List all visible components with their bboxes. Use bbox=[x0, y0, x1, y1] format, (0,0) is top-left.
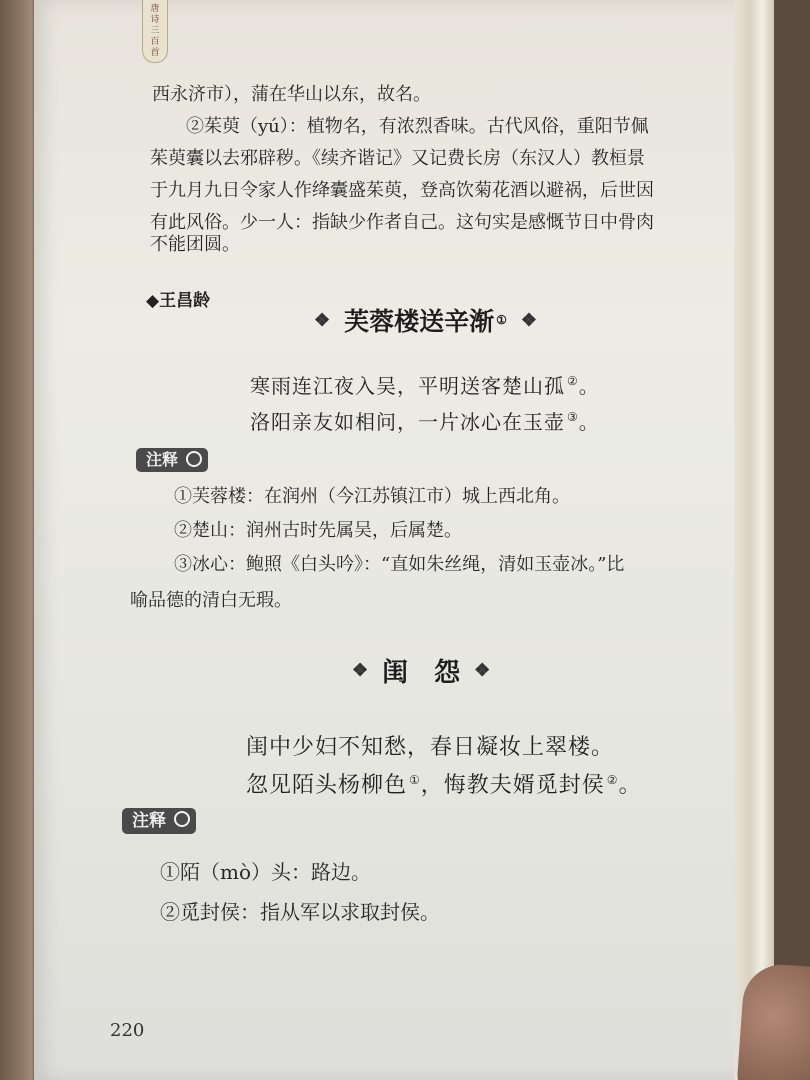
footnote-marker: ② bbox=[606, 772, 619, 787]
notes-badge-label: 注释 bbox=[146, 450, 179, 469]
notes-badge-label: 注释 bbox=[132, 811, 166, 831]
poem-title-text: 闺 怨 bbox=[382, 658, 461, 688]
poem-line-punct: 。 bbox=[578, 410, 600, 434]
footnote-marker: ① bbox=[496, 313, 507, 327]
header-tab bbox=[142, 0, 168, 63]
title-ornament-icon: ❖ bbox=[474, 660, 491, 681]
page-number: 220 bbox=[110, 1020, 145, 1041]
poem-title bbox=[300, 302, 551, 338]
title-ornament-icon: ❖ bbox=[352, 660, 369, 681]
note-continued-line: 茱萸囊以去邪辟秽。《续齐谐记》又记费长房（东汉人）教桓景 bbox=[150, 148, 645, 169]
footnote-marker: ③ bbox=[567, 410, 579, 425]
footnote-marker: ① bbox=[409, 772, 421, 787]
notes-badge bbox=[122, 808, 196, 834]
footnote-marker: ② bbox=[567, 374, 579, 389]
poem-line-text: 寒雨连江夜入吴，平明送客楚山孤 bbox=[250, 374, 565, 398]
note-line: ①陌（mò）头：路边。 bbox=[160, 860, 372, 884]
poem-title bbox=[338, 652, 504, 689]
poem-line-punct: 。 bbox=[578, 374, 600, 398]
page-edge bbox=[734, 0, 774, 1080]
poem-author: ◆王昌龄 bbox=[146, 291, 211, 311]
poem-line bbox=[250, 370, 600, 399]
poem-line-text: 忽见陌头杨柳色 bbox=[246, 773, 408, 798]
header-tab-char: 诗 bbox=[150, 14, 160, 25]
swirl-icon bbox=[174, 811, 190, 827]
note-continued-line: 有此风俗。少一人：指缺少作者自己。这句实是感慨节日中骨肉 bbox=[150, 212, 654, 233]
note-continued-line: ②茱萸（yú）：植物名，有浓烈香味。古代风俗，重阳节佩 bbox=[186, 116, 649, 137]
swirl-icon bbox=[186, 451, 202, 467]
note-continued-line: 不能团圆。 bbox=[150, 234, 240, 255]
note-line: ①芙蓉楼：在润州（今江苏镇江市）城上西北角。 bbox=[174, 486, 570, 507]
poem-line: 闺中少妇不知愁，春日凝妆上翠楼。 bbox=[246, 735, 615, 760]
header-tab-char: 三 bbox=[150, 25, 160, 36]
poem-line-text: ，悔教夫婿觅封侯 bbox=[420, 773, 605, 798]
poem-title-text: 芙蓉楼送辛渐 bbox=[344, 307, 495, 336]
note-line: 喻品德的清白无瑕。 bbox=[130, 590, 292, 611]
note-line: ②楚山：润州古时先属吴，后属楚。 bbox=[174, 520, 462, 541]
note-continued-line: 于九月九日令家人作绛囊盛茱萸，登高饮菊花酒以避祸，后世因 bbox=[150, 180, 654, 201]
notes-badge bbox=[136, 448, 208, 472]
header-tab-char: 首 bbox=[150, 47, 160, 58]
title-ornament-icon: ❖ bbox=[520, 309, 538, 331]
header-tab-char: 百 bbox=[150, 36, 160, 47]
poem-line bbox=[246, 768, 642, 799]
note-line: ②觅封侯：指从军以求取封侯。 bbox=[160, 900, 440, 924]
title-ornament-icon: ❖ bbox=[314, 309, 331, 331]
note-continued-line: 西永济市），蒲在华山以东，故名。 bbox=[152, 84, 431, 105]
poem-line-text: 洛阳亲友如相问，一片冰心在玉壶 bbox=[250, 410, 565, 434]
header-tab-char: 唐 bbox=[150, 3, 160, 14]
poem-line bbox=[250, 406, 600, 435]
note-line: ③冰心：鲍照《白头吟》：“直如朱丝绳，清如玉壶冰。”比 bbox=[174, 554, 625, 575]
poem-line-punct: 。 bbox=[618, 773, 642, 798]
